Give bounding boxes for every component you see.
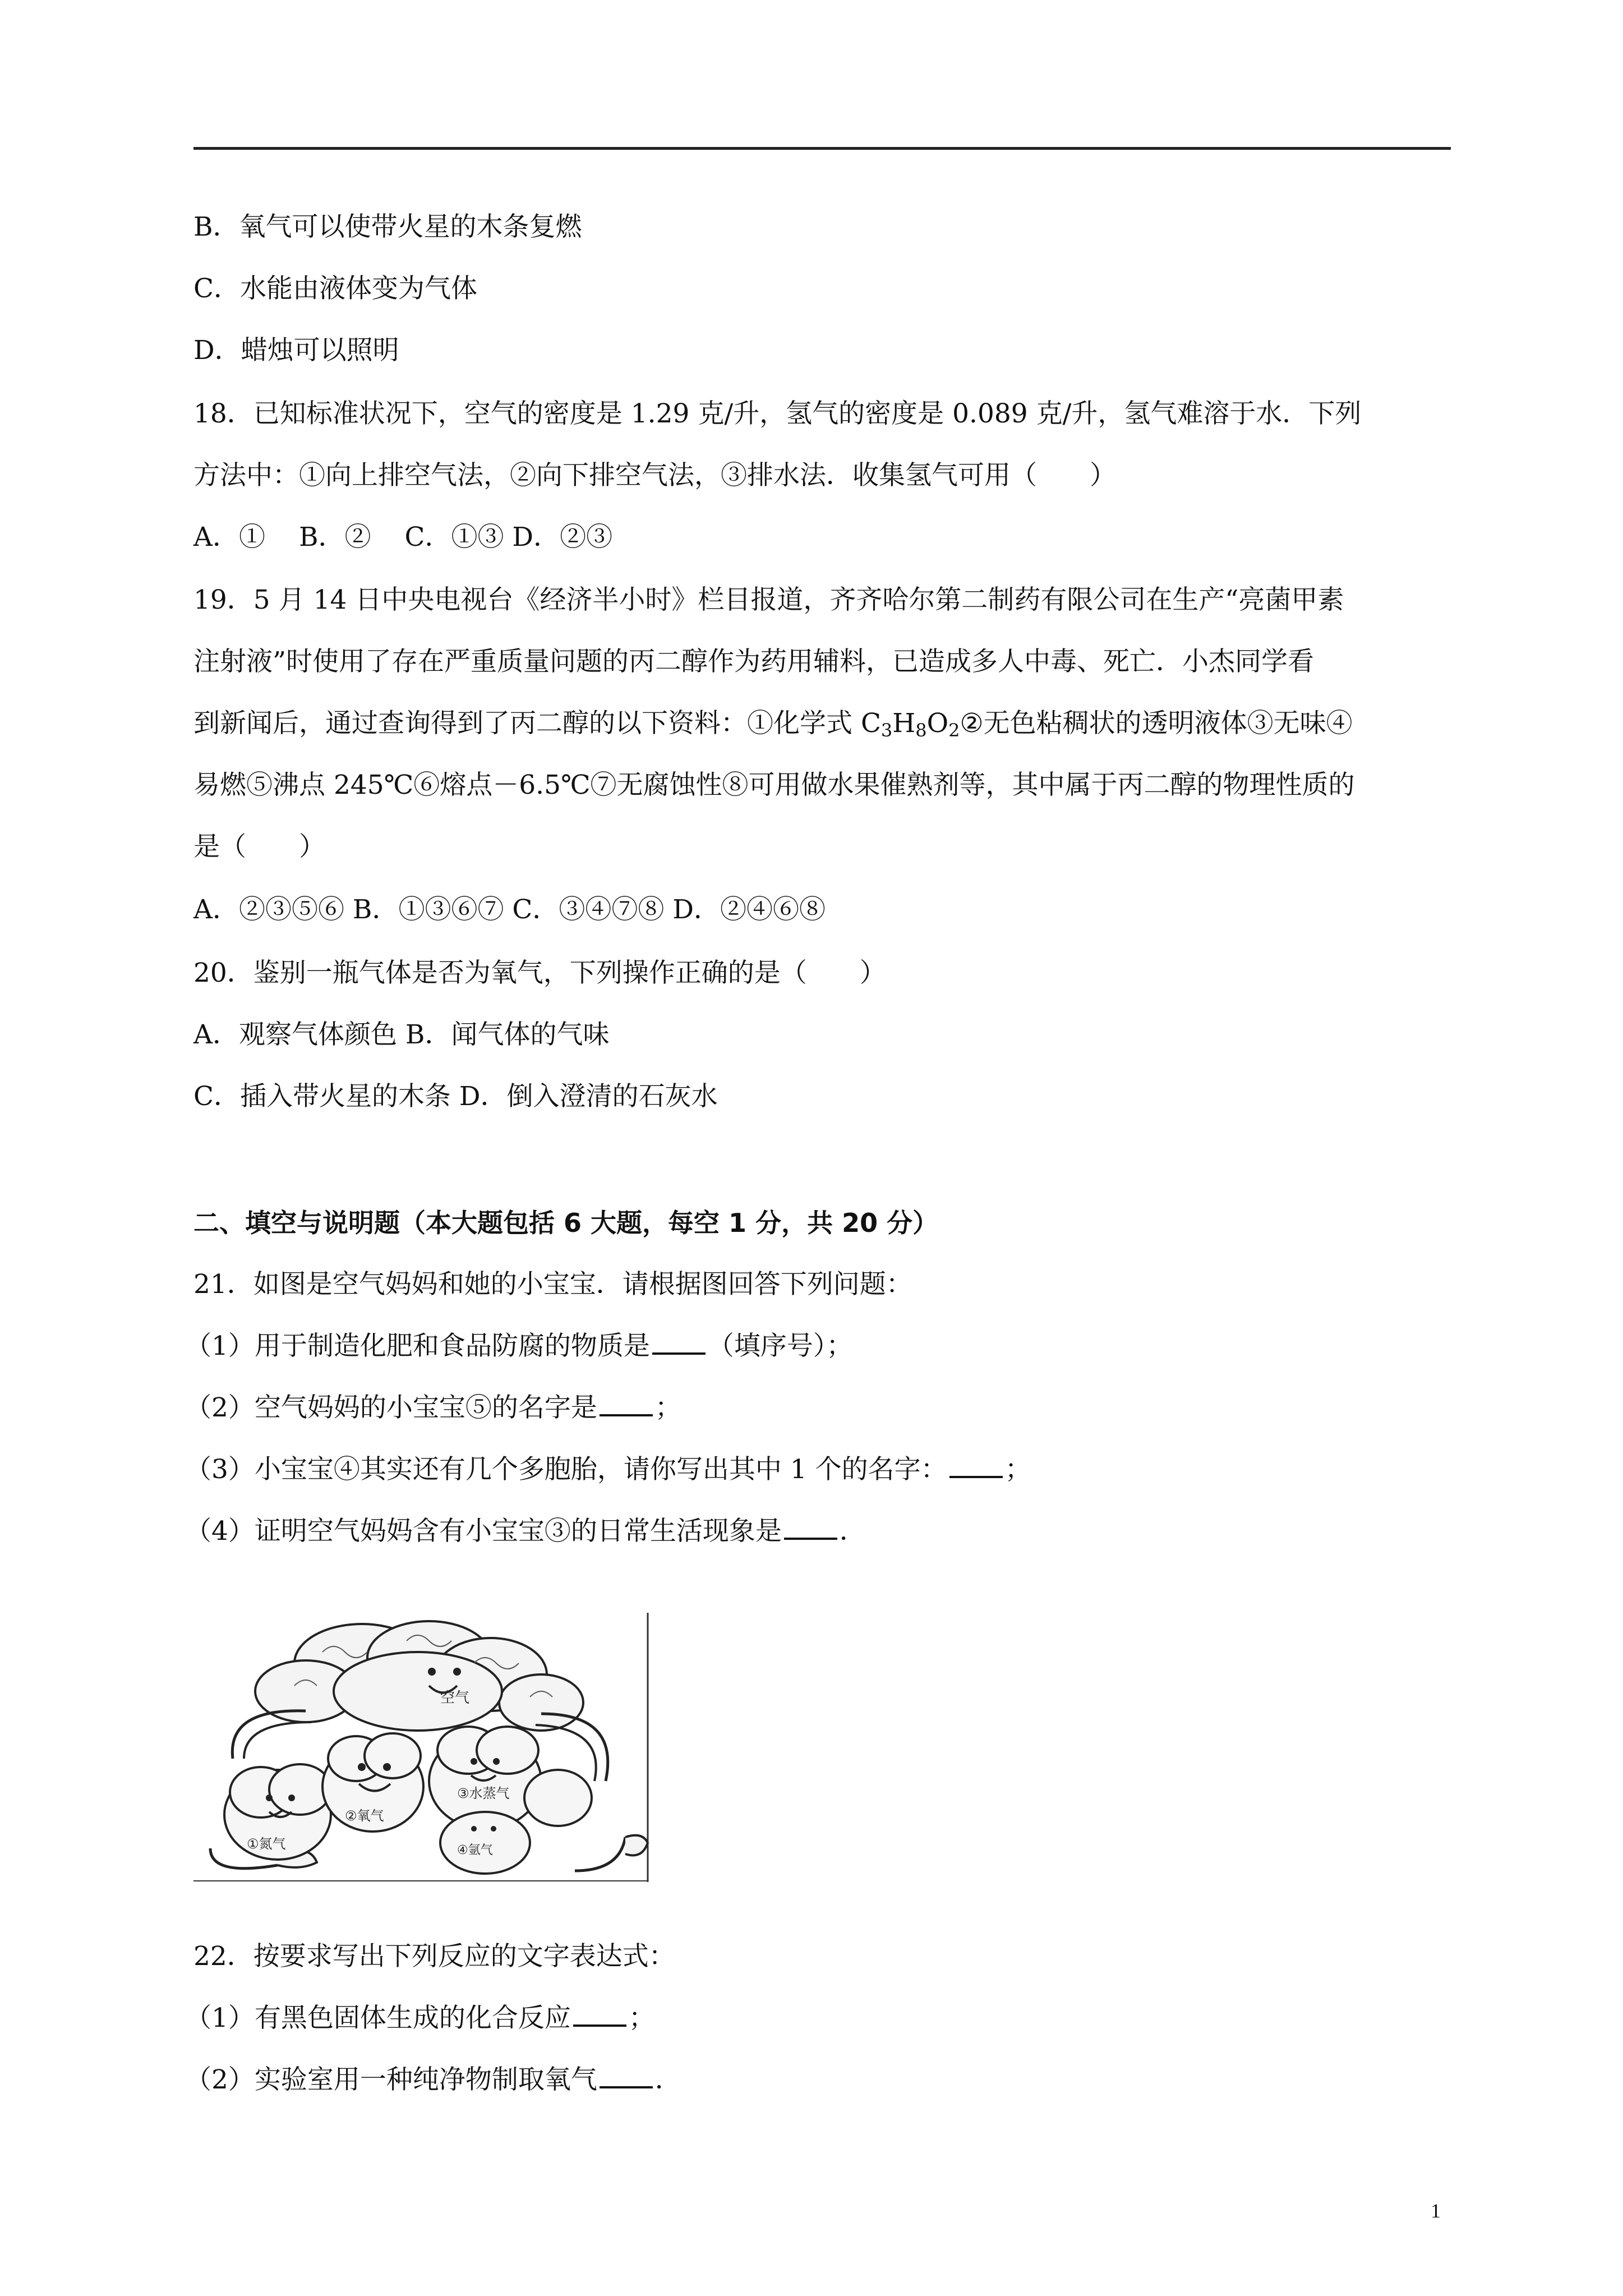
q22-part-2-tail: ．	[654, 2064, 681, 2095]
answer-blank[interactable]	[652, 1330, 706, 1355]
q21-part-4	[185, 1515, 866, 1548]
q20-option-c: C．插入带火星的木条	[193, 1081, 451, 1112]
q18-option-d: D．②③	[512, 522, 613, 553]
q21-part-4-tail: ．	[839, 1516, 866, 1547]
q19-option-b: B．①③⑥⑦	[352, 894, 504, 925]
q22-part-2	[185, 2063, 681, 2097]
label-baby-1: ①氮气	[247, 1836, 286, 1852]
q19-stem-line-2: 注射液”时使用了存在严重质量问题的丙二醇作为药用辅料，已造成多人中毒、死亡．小杰同学看	[193, 646, 1315, 677]
label-baby-2: ②氧气	[345, 1808, 384, 1824]
formula-subscript-o: 2	[948, 720, 960, 741]
q19-stem-line-1: 19．5 月 14 日中央电视台《经济半小时》栏目报道，齐齐哈尔第二制药有限公司在生产“亮菌甲素	[193, 585, 1344, 615]
q21-part-2	[185, 1391, 681, 1425]
q22-part-1-text: （1）有黑色固体生成的化合反应	[185, 2003, 571, 2033]
q21-stem: 21．如图是空气妈妈和她的小宝宝．请根据图回答下列问题：	[193, 1269, 912, 1300]
q20-option-b: B．闻气体的气味	[405, 1019, 610, 1050]
q18-options	[193, 521, 612, 554]
q18-option-c: C．①③	[404, 522, 504, 553]
q19-stem-line-4: 易燃⑤沸点 245℃⑥熔点－6.5℃⑦无腐蚀性⑧可用做水果催熟剂等，其中属于丙二醇的物理性质的	[193, 770, 1355, 800]
formula-o: O	[926, 708, 949, 739]
air-mother-illustration	[193, 1613, 656, 1882]
q21-part-3	[185, 1453, 1031, 1487]
answer-blank[interactable]	[573, 2002, 626, 2027]
answer-blank[interactable]	[784, 1515, 837, 1540]
q21-part-1	[185, 1329, 852, 1363]
q21-part-1-tail: （填序号）；	[707, 1331, 853, 1361]
q20-options-row-1	[193, 1018, 609, 1052]
page-number: 1	[1431, 2200, 1441, 2222]
q19-option-c: C．③④⑦⑧	[512, 894, 665, 925]
answer-blank[interactable]	[949, 1453, 1003, 1478]
q19-stem-line-3	[193, 707, 1353, 747]
q19-line-3-text: 到新闻后，通过查询得到了丙二醇的以下资料：①化学式 C	[193, 708, 881, 739]
q20-options-row-2	[193, 1080, 718, 1114]
q19-line-3-tail: ②无色粘稠状的透明液体③无味④	[960, 708, 1353, 739]
q22-stem: 22．按要求写出下列反应的文字表达式：	[193, 1941, 675, 1972]
formula-subscript-c: 3	[880, 720, 893, 741]
q19-stem-line-5: 是（ ）	[193, 831, 325, 862]
air-mother-figure	[193, 1613, 656, 1882]
q20-stem: 20．鉴别一瓶气体是否为氧气，下列操作正确的是（ ）	[193, 958, 886, 988]
q21-part-4-text: （4）证明空气妈妈含有小宝宝③的日常生活现象是	[185, 1516, 782, 1547]
answer-blank[interactable]	[600, 1392, 653, 1416]
q22-part-1-tail: ；	[628, 2003, 655, 2033]
label-mother: 空气	[440, 1690, 470, 1706]
formula-subscript-h: 8	[915, 720, 927, 741]
q19-option-a: A．②③⑤⑥	[193, 894, 344, 925]
formula-h: H	[892, 708, 916, 739]
q22-part-1	[185, 2001, 655, 2035]
label-baby-4: ④氩气	[457, 1843, 493, 1857]
label-baby-3: ③水蒸气	[457, 1786, 510, 1801]
header-rule	[193, 147, 1451, 150]
section-2-heading: 二、填空与说明题（本大题包括 6 大题，每空 1 分，共 20 分）	[193, 1208, 939, 1238]
q18-option-b: B．②	[298, 522, 371, 553]
q21-part-3-text: （3）小宝宝④其实还有几个多胞胎，请你写出其中 1 个的名字：	[185, 1454, 947, 1485]
q21-part-2-text: （2）空气妈妈的小宝宝⑤的名字是	[185, 1392, 597, 1423]
q20-option-a: A．观察气体颜色	[193, 1019, 397, 1050]
q18-option-a: A．①	[193, 522, 265, 553]
q19-options	[193, 893, 826, 927]
q17-option-b: B．氧气可以使带火星的木条复燃	[193, 211, 582, 242]
answer-blank[interactable]	[600, 2064, 653, 2088]
q22-part-2-text: （2）实验室用一种纯净物制取氧气	[185, 2064, 597, 2095]
q20-option-d: D．倒入澄清的石灰水	[459, 1081, 718, 1112]
q21-part-1-text: （1）用于制造化肥和食品防腐的物质是	[185, 1331, 650, 1361]
q19-option-d: D．②④⑥⑧	[672, 894, 826, 925]
q17-option-c: C．水能由液体变为气体	[193, 273, 477, 304]
q18-stem-line-1: 18．已知标准状况下，空气的密度是 1.29 克/升，氢气的密度是 0.089 克/升，氢气难溶于水．下列	[193, 398, 1362, 429]
q18-stem-line-2: 方法中：①向上排空气法，②向下排空气法，③排水法．收集氢气可用（ ）	[193, 460, 1116, 491]
q21-part-2-tail: ；	[654, 1392, 681, 1423]
q21-part-3-tail: ；	[1004, 1454, 1031, 1485]
q17-option-d: D．蜡烛可以照明	[193, 335, 399, 366]
